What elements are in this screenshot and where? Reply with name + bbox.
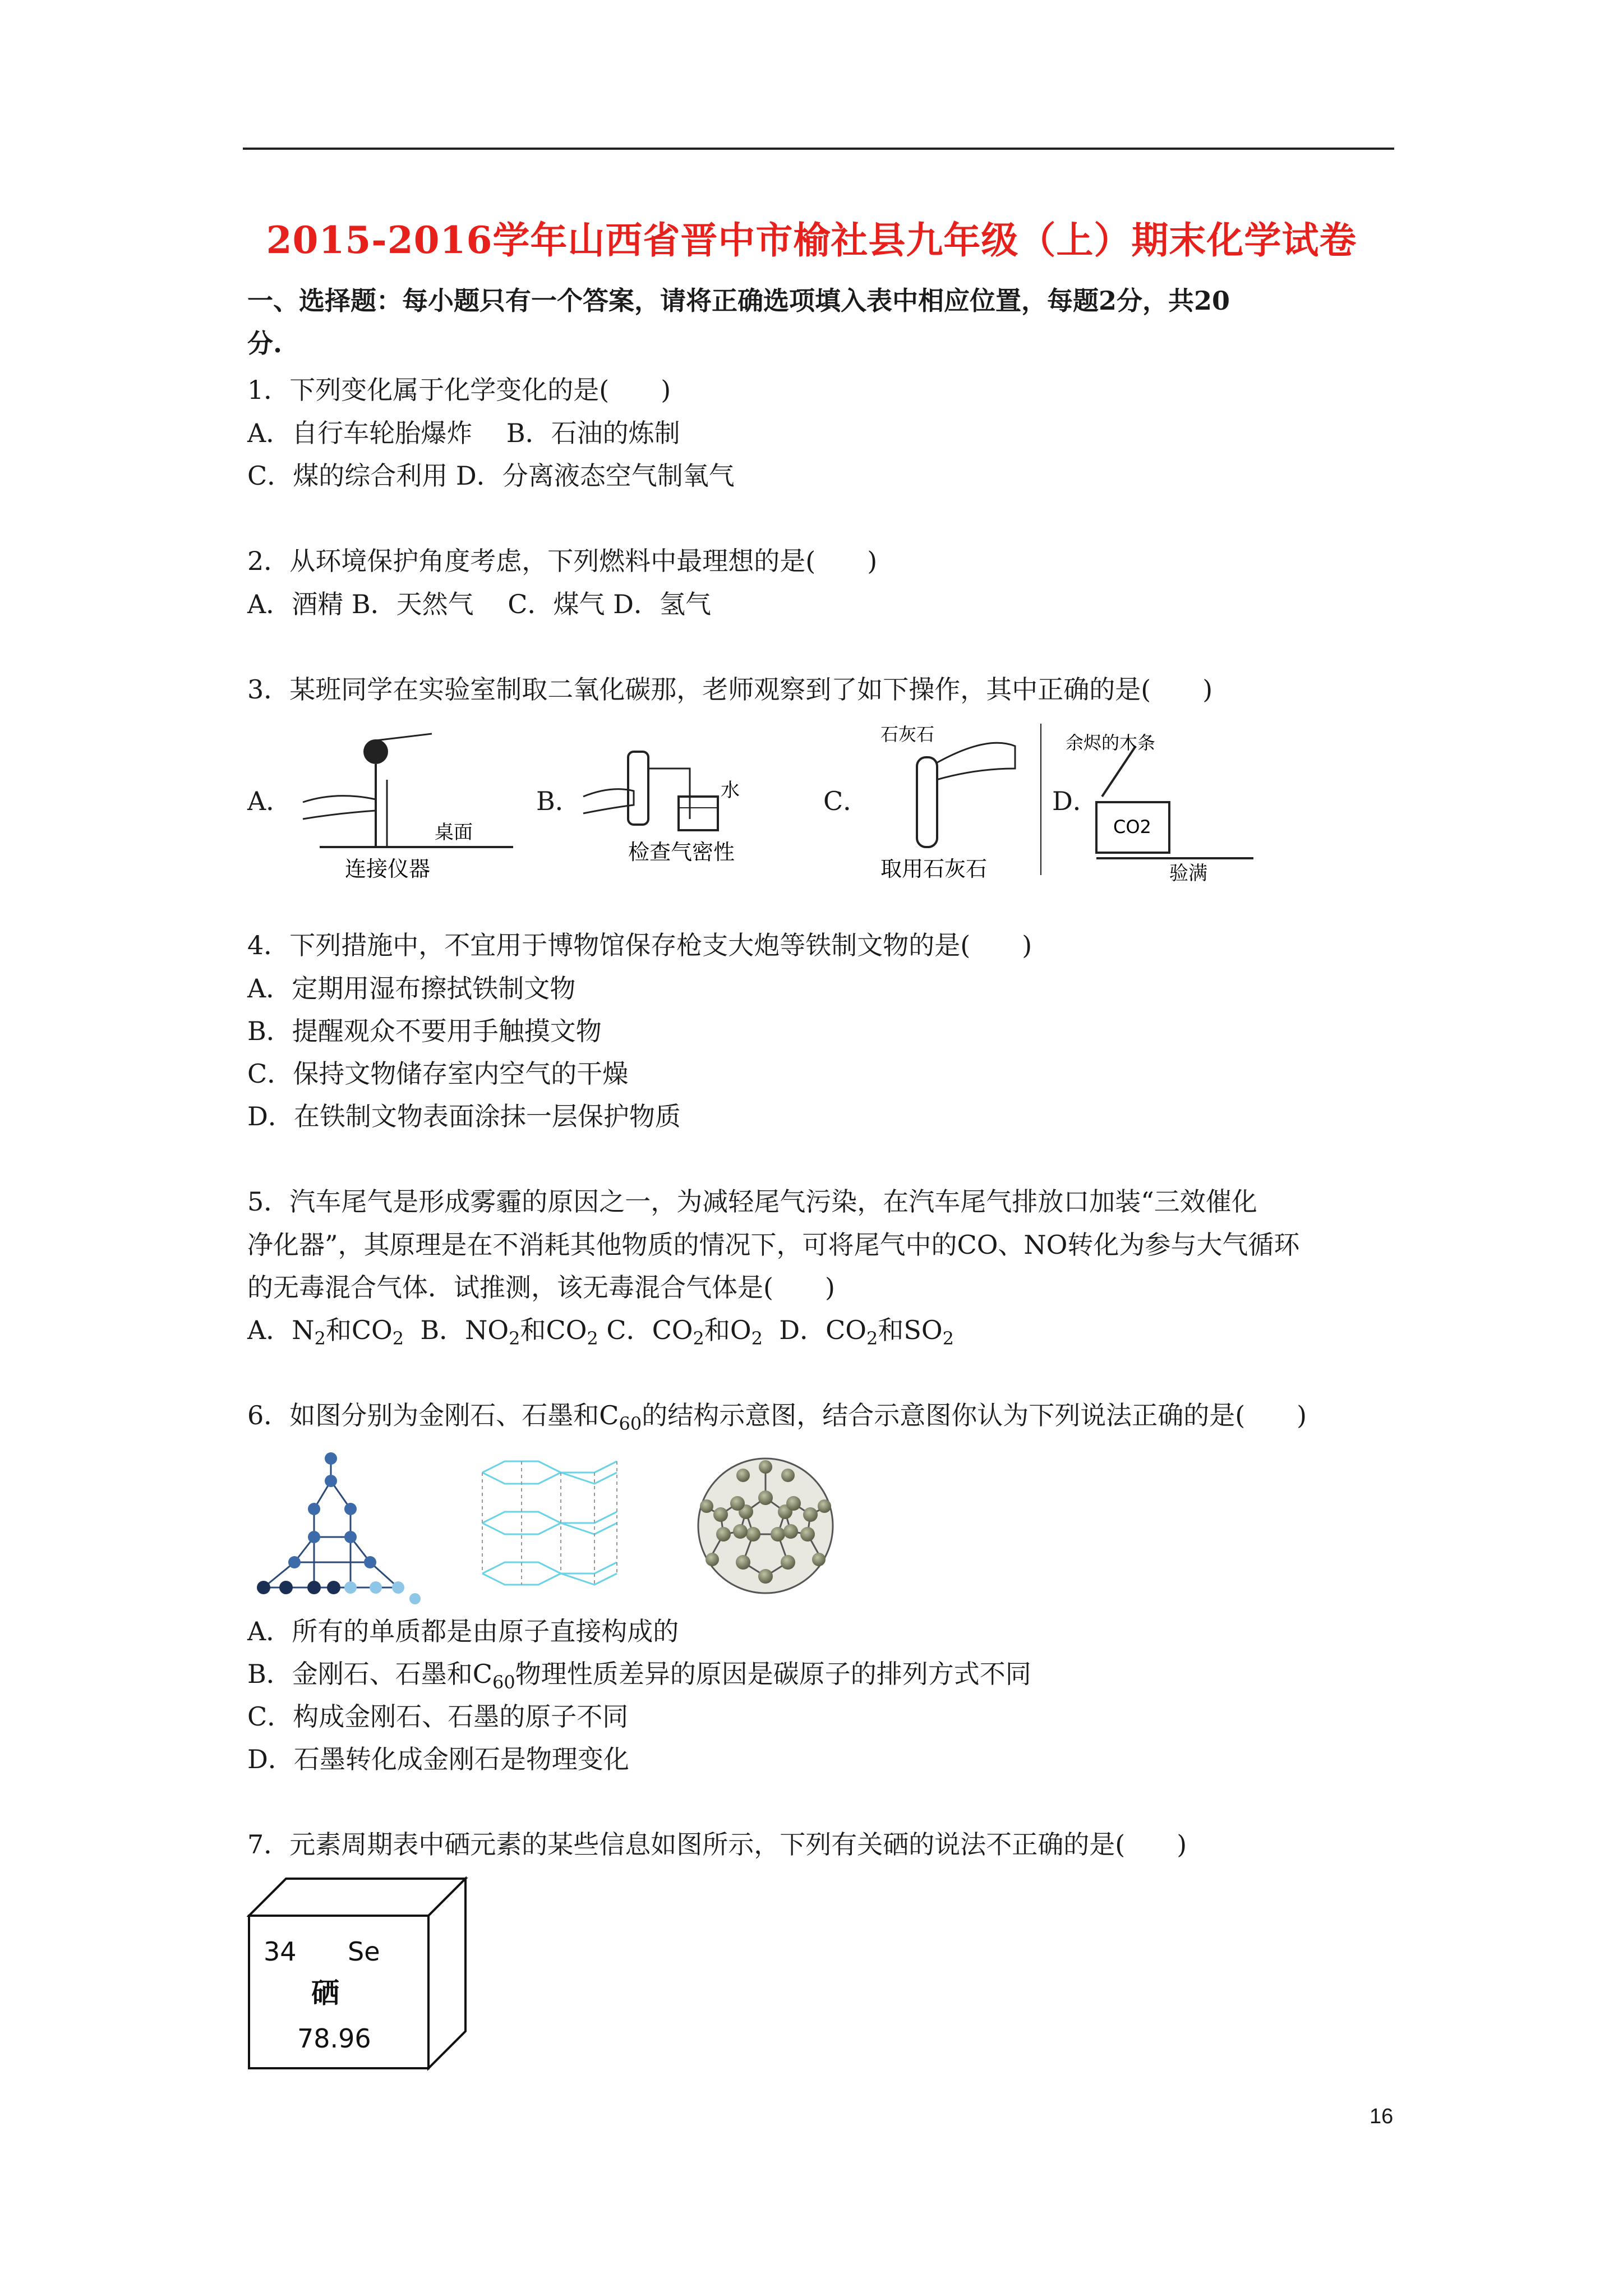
q3-label-b: B． (536, 786, 581, 816)
q2-options: A．酒精 B．天然气 C．煤气 D．氢气 (247, 589, 711, 619)
q5-options: A．$N_2$和$CO_2$ B．$NO_2$和$CO_2$ C．$CO_2$和$O_2$ D．$CO_2$和$SO_2$ (247, 1315, 954, 1349)
q3-figure-b (578, 729, 802, 881)
q6-option-a: A．所有的单质都是由原子直接构成的 (247, 1616, 679, 1646)
q3-figure-d (1040, 724, 1265, 884)
q6-option-b: B．金刚石、石墨和$C_{60}$物理性质差异的原因是碳原子的排列方式不同 (247, 1659, 1031, 1693)
q3-label-c: C． (823, 786, 869, 816)
c60-structure-image (687, 1453, 855, 1599)
diamond-structure-image (247, 1447, 432, 1604)
q1-stem: 1．下列变化属于化学变化的是( ) (247, 375, 671, 405)
q3-figure-c (875, 724, 1038, 881)
section-heading-cont: 分. (247, 328, 283, 358)
fig-a-tag: 桌面 (435, 821, 473, 844)
q3-label-d: D． (1052, 786, 1099, 816)
fig-c-caption: 取用石灰石 (880, 857, 988, 881)
fig-b-tag: 水 (721, 779, 740, 802)
q2-stem: 2．从环境保护角度考虑，下列燃料中最理想的是( ) (247, 546, 878, 576)
element-symbol: Se (348, 1936, 380, 1967)
q3-stem: 3．某班同学在实验室制取二氧化碳那，老师观察到了如下操作，其中正确的是( ) (247, 674, 1213, 705)
element-atomic-mass: 78.96 (297, 2023, 371, 2054)
page-number: 16 (1370, 2105, 1394, 2128)
header-rule (243, 148, 1394, 150)
element-atomic-number: 34 (264, 1936, 297, 1967)
q5-stem-2: 净化器”，其原理是在不消耗其他物质的情况下，可将尾气中的CO、NO转化为参与大气循环 (247, 1230, 1300, 1260)
q6-option-d: D．石墨转化成金刚石是物理变化 (247, 1744, 629, 1774)
q6-option-c: C．构成金刚石、石墨的原子不同 (247, 1701, 629, 1732)
fig-c-tag: 石灰石 (880, 724, 935, 745)
fig-d-gas: CO2 (1113, 816, 1151, 838)
q1-options-cd: C．煤的综合利用 D．分离液态空气制氧气 (247, 461, 735, 491)
q4-stem: 4．下列措施中，不宜用于博物馆保存枪支大炮等铁制文物的是( ) (247, 930, 1032, 960)
selenium-element-card (247, 1876, 482, 2073)
q4-option-c: C．保持文物储存室内空气的干燥 (247, 1059, 629, 1089)
q7-stem: 7．元素周期表中硒元素的某些信息如图所示，下列有关硒的说法不正确的是( ) (247, 1829, 1187, 1860)
graphite-structure-image (471, 1450, 639, 1599)
q1-options-ab: A．自行车轮胎爆炸 B．石油的炼制 (247, 418, 680, 448)
q4-option-d: D．在铁制文物表面涂抹一层保护物质 (247, 1101, 681, 1131)
q3-label-a: A． (247, 786, 292, 816)
section-heading: 一、选择题：每小题只有一个答案，请将正确选项填入表中相应位置，每题2分，共20 (247, 286, 1230, 316)
fig-b-caption: 检查气密性 (628, 840, 735, 864)
q4-option-a: A．定期用湿布擦拭铁制文物 (247, 973, 576, 1004)
fig-a-caption: 连接仪器 (345, 857, 431, 881)
page-title: 2015-2016学年山西省晋中市榆社县九年级（上）期末化学试卷 (266, 218, 1357, 262)
q6-stem: 6．如图分别为金刚石、石墨和$C_{60}$的结构示意图，结合示意图你认为下列说法正确的是( ) (247, 1400, 1307, 1434)
element-name: 硒 (311, 1977, 339, 2009)
q4-option-b: B．提醒观众不要用手触摸文物 (247, 1016, 602, 1046)
q5-stem-1: 5．汽车尾气是形成雾霾的原因之一，为减轻尾气污染，在汽车尾气排放口加装“三效催化 (247, 1186, 1257, 1217)
q3-figure-a (292, 729, 516, 881)
fig-d-caption: 验满 (1169, 862, 1207, 884)
fig-d-tag: 余烬的木条 (1066, 732, 1156, 753)
q5-stem-3: 的无毒混合气体．试推测，该无毒混合气体是( ) (247, 1272, 835, 1303)
